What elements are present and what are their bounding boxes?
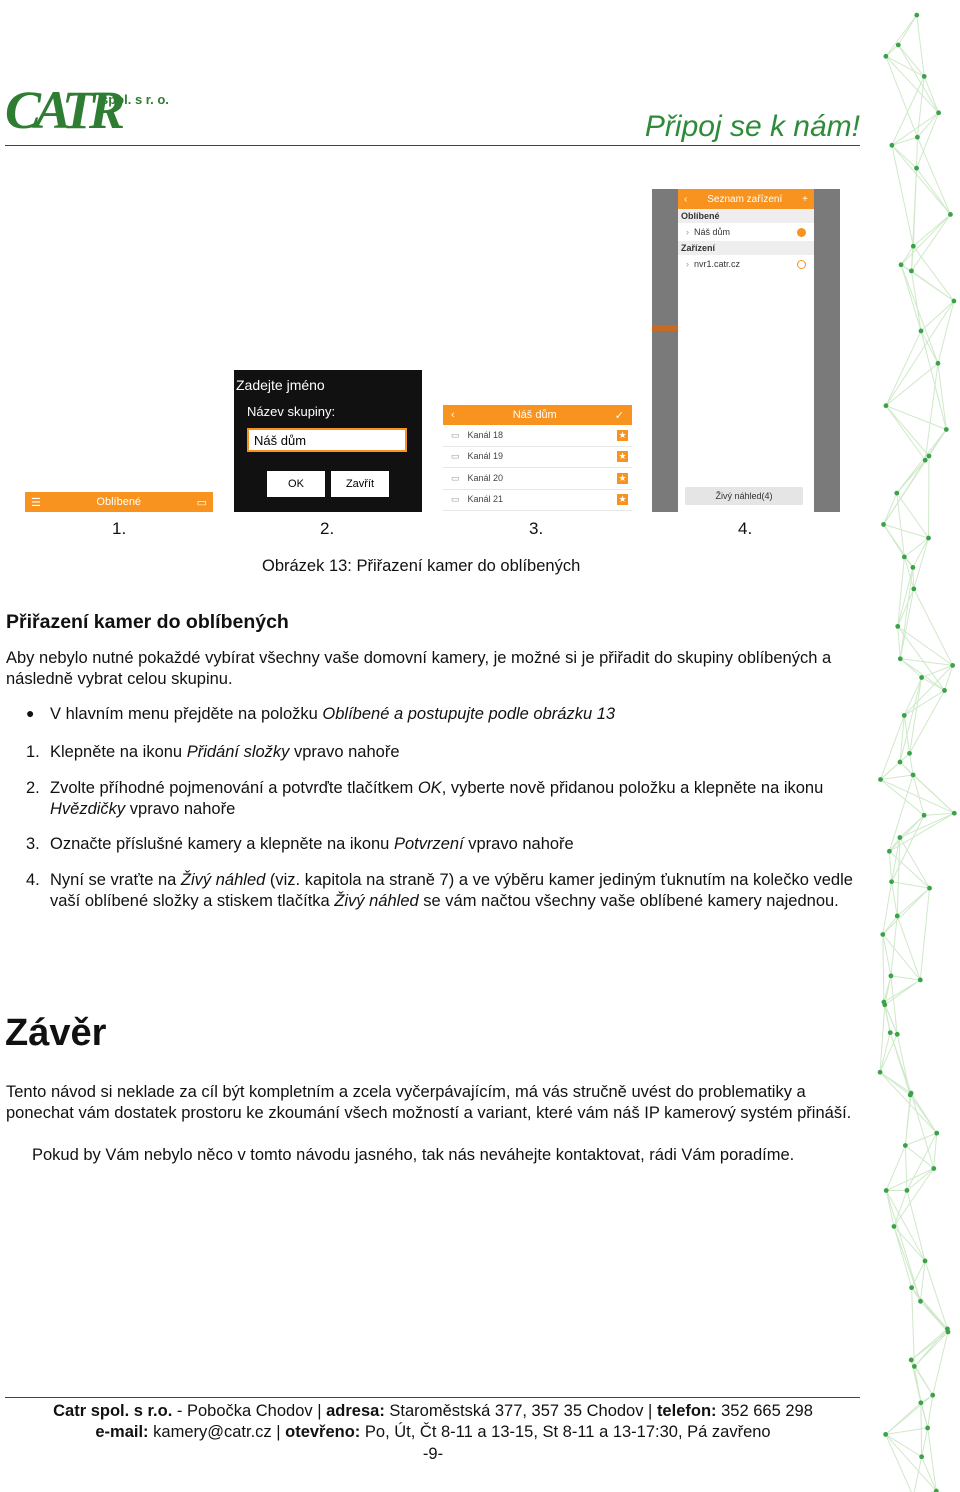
network-link bbox=[898, 45, 924, 76]
network-link bbox=[900, 815, 924, 837]
network-link bbox=[892, 145, 913, 246]
network-node bbox=[944, 427, 949, 432]
network-node bbox=[892, 1224, 897, 1229]
close-button-label: Zavřít bbox=[345, 478, 375, 490]
network-link bbox=[911, 1093, 934, 1168]
footer-line-1: Catr spol. s r.o. - Pobočka Chodov | adresa: Staroměstská 377, 357 35 Chodov | telefon: 352 665 298 bbox=[53, 1402, 813, 1420]
network-link bbox=[901, 265, 938, 364]
network-node bbox=[905, 1188, 910, 1193]
screen-title: Náš dům bbox=[512, 409, 557, 421]
network-link bbox=[905, 1145, 933, 1168]
network-node bbox=[918, 1400, 923, 1405]
network-link bbox=[922, 665, 953, 677]
network-link bbox=[900, 659, 921, 678]
network-node bbox=[907, 751, 912, 756]
network-link bbox=[885, 980, 920, 1005]
header-divider bbox=[5, 145, 860, 146]
network-link bbox=[914, 589, 953, 665]
network-link bbox=[883, 934, 891, 975]
network-node bbox=[919, 1454, 924, 1459]
camera-icon: ▭ bbox=[451, 472, 460, 483]
network-node bbox=[903, 1143, 908, 1148]
network-link bbox=[913, 775, 954, 813]
network-link bbox=[920, 1261, 925, 1301]
network-node bbox=[883, 1432, 888, 1437]
network-link bbox=[886, 331, 921, 406]
network-link bbox=[917, 76, 924, 137]
network-link bbox=[900, 838, 930, 889]
network-node bbox=[888, 1030, 893, 1035]
network-link bbox=[886, 56, 939, 112]
network-node bbox=[926, 536, 931, 541]
network-node bbox=[936, 110, 941, 115]
device-item: nvr1.catr.cz bbox=[694, 259, 741, 269]
network-node bbox=[923, 458, 928, 463]
network-link bbox=[904, 538, 928, 557]
section-heading: Přiřazení kamer do oblíbených bbox=[6, 611, 289, 633]
footer-divider bbox=[5, 1397, 860, 1398]
network-node bbox=[884, 1188, 889, 1193]
network-node bbox=[878, 1070, 883, 1075]
network-link bbox=[911, 1093, 937, 1133]
channel-row bbox=[443, 425, 632, 447]
network-node bbox=[889, 973, 894, 978]
network-link bbox=[884, 524, 913, 567]
section-devices: Zařízení bbox=[678, 241, 814, 255]
network-node bbox=[894, 491, 899, 496]
selected-radio-icon bbox=[797, 228, 806, 237]
network-link bbox=[894, 1226, 921, 1301]
network-link bbox=[912, 1288, 948, 1332]
network-node bbox=[887, 849, 892, 854]
logo-main-text: CATR bbox=[5, 80, 120, 140]
network-node bbox=[922, 813, 927, 818]
network-link bbox=[913, 538, 929, 567]
figure-number-4: 4. bbox=[738, 519, 753, 538]
network-link bbox=[905, 1145, 907, 1190]
network-node bbox=[911, 565, 916, 570]
conclusion-paragraph-1: Tento návod si neklade za cíl být kompletním a zcela vyčerpávajícím, má vás stručně uvést do problematiky a ponechat vám dostatek prostoru ke zkoumání všech možností a variant, které vám náš IP kamerový systém přináší. bbox=[6, 1083, 852, 1122]
network-link bbox=[921, 1403, 928, 1428]
network-node bbox=[948, 212, 953, 217]
network-node bbox=[895, 914, 900, 919]
network-node bbox=[918, 978, 923, 983]
network-node bbox=[918, 1299, 923, 1304]
page-number: -9- bbox=[422, 1445, 444, 1463]
network-link bbox=[892, 815, 924, 881]
network-node bbox=[902, 713, 907, 718]
network-link bbox=[900, 813, 954, 837]
network-link bbox=[922, 1428, 928, 1457]
confirm-icon: ✓ bbox=[614, 409, 624, 422]
network-node bbox=[912, 1364, 917, 1369]
network-node bbox=[889, 143, 894, 148]
network-link bbox=[883, 934, 920, 979]
network-node bbox=[931, 1166, 936, 1171]
network-link bbox=[938, 301, 954, 363]
network-node bbox=[909, 269, 914, 274]
network-node bbox=[880, 932, 885, 937]
network-link bbox=[886, 1434, 937, 1491]
conclusion-paragraph-2: Pokud by Vám nebylo něco v tomto návodu jasného, tak nás neváhejte kontaktovat, rádi Vám poradíme. bbox=[32, 1146, 795, 1164]
dialog-label: Název skupiny: bbox=[247, 404, 336, 419]
network-link bbox=[891, 976, 920, 980]
network-link bbox=[892, 882, 898, 916]
favorite-item: Náš dům bbox=[694, 227, 731, 237]
star-icon: ★ bbox=[618, 494, 627, 505]
network-link bbox=[880, 1072, 937, 1133]
footer-line-2: e-mail: kamery@catr.cz | otevřeno: Po, Út, Čt 8-11 a 13-15, St 8-11 a 13-17:30, Pá zavřeno bbox=[95, 1423, 771, 1441]
network-link bbox=[886, 56, 924, 76]
network-node bbox=[882, 1002, 887, 1007]
channel-label: Kanál 18 bbox=[467, 429, 504, 440]
camera-icon: ▭ bbox=[451, 451, 460, 462]
network-link bbox=[911, 271, 921, 331]
star-icon: ★ bbox=[618, 472, 627, 483]
network-link bbox=[884, 493, 897, 524]
network-link bbox=[917, 137, 918, 168]
step-3: 3. Označte příslušné kamery a klepněte na ikonu Potvrzení vpravo nahoře bbox=[26, 835, 574, 853]
group-name-input bbox=[247, 428, 407, 452]
network-node bbox=[927, 886, 932, 891]
network-link bbox=[892, 137, 918, 145]
network-link bbox=[898, 557, 905, 626]
network-link bbox=[901, 265, 954, 301]
network-node bbox=[919, 675, 924, 680]
group-name-value: Náš dům bbox=[254, 433, 307, 448]
step-4: 4. Nyní se vraťte na Živý náhled (viz. kapitola na straně 7) a ve výběru kamer jediným ťuknutím na kolečko vedle vaší oblíbené složky a stiskem tlačítka Živý náhled se vám načtou všechny vaše oblíbené kamery najednou. bbox=[26, 871, 853, 910]
live-view-label: Živý náhled(4) bbox=[715, 491, 773, 501]
conclusion-heading: Závěr bbox=[5, 1012, 107, 1054]
network-node bbox=[898, 760, 903, 765]
network-node bbox=[942, 688, 947, 693]
camera-icon: ▭ bbox=[451, 429, 460, 440]
network-node bbox=[897, 835, 902, 840]
network-node bbox=[898, 656, 903, 661]
ok-button bbox=[267, 471, 325, 497]
network-node bbox=[902, 554, 907, 559]
figure-number-3: 3. bbox=[529, 519, 544, 538]
network-node bbox=[934, 1131, 939, 1136]
network-link bbox=[901, 265, 921, 331]
network-node bbox=[909, 1091, 914, 1096]
section-favorites: Oblíbené bbox=[678, 209, 814, 223]
network-link bbox=[904, 715, 909, 753]
network-link bbox=[924, 76, 938, 112]
figure-number-2: 2. bbox=[320, 519, 335, 538]
network-link bbox=[886, 1191, 920, 1302]
network-node bbox=[881, 522, 886, 527]
add-icon: + bbox=[802, 193, 808, 205]
network-node bbox=[946, 1330, 951, 1335]
network-link bbox=[922, 678, 945, 691]
network-node bbox=[909, 1358, 914, 1363]
decorative-network-graphic bbox=[870, 0, 960, 1492]
live-view-button bbox=[685, 487, 803, 505]
figure-screenshot-3 bbox=[443, 405, 632, 512]
network-link bbox=[913, 1457, 921, 1492]
orange-strip bbox=[652, 325, 678, 331]
network-node bbox=[919, 329, 924, 334]
step-2: 2. Zvolte příhodné pojmenování a potvrďte tlačítkem OK, vyberte nově přidanou položku a klepněte na ikonu Hvězdičky vpravo nahoře bbox=[26, 779, 824, 818]
back-icon: ‹ bbox=[451, 409, 455, 421]
device-list-panel: ‹ Seznam zařízení + Oblíbené › Náš dům Zařízení › nvr1.catr.cz bbox=[678, 189, 814, 512]
network-link bbox=[914, 1332, 948, 1366]
network-link bbox=[912, 1288, 915, 1367]
network-node bbox=[883, 54, 888, 59]
figure-screenshot-4 bbox=[652, 189, 840, 512]
close-button bbox=[331, 471, 389, 497]
screen-title: Oblíbené bbox=[96, 496, 142, 508]
network-node bbox=[936, 361, 941, 366]
network-node bbox=[915, 135, 920, 140]
network-node bbox=[909, 1285, 914, 1290]
channel-label: Kanál 19 bbox=[467, 451, 504, 462]
network-link bbox=[897, 429, 947, 493]
star-icon: ★ bbox=[618, 429, 627, 440]
network-link bbox=[883, 934, 884, 1002]
network-link bbox=[912, 1261, 925, 1288]
network-link bbox=[905, 1133, 936, 1145]
network-link bbox=[886, 363, 938, 405]
network-node bbox=[895, 624, 900, 629]
figure-screenshot-2 bbox=[234, 370, 422, 512]
star-icon: ★ bbox=[618, 451, 627, 462]
network-link bbox=[900, 589, 914, 659]
network-link bbox=[914, 538, 929, 589]
network-node bbox=[884, 403, 889, 408]
ok-button-label: OK bbox=[288, 478, 304, 490]
network-node bbox=[896, 43, 901, 48]
channel-row bbox=[443, 490, 632, 512]
network-link bbox=[884, 456, 929, 524]
network-link bbox=[898, 626, 901, 658]
network-node bbox=[950, 663, 955, 668]
figure-screenshot-1 bbox=[25, 492, 213, 512]
network-link bbox=[886, 301, 954, 406]
network-node bbox=[899, 262, 904, 267]
network-node bbox=[889, 879, 894, 884]
step-1: 1. Klepněte na ikonu Přidání složky vpravo nahoře bbox=[26, 743, 400, 761]
add-folder-icon: ▭ bbox=[196, 496, 207, 509]
back-icon: ‹ bbox=[684, 193, 688, 205]
company-logo bbox=[5, 78, 175, 144]
network-link bbox=[938, 363, 946, 429]
network-link bbox=[886, 406, 929, 456]
network-link bbox=[886, 1145, 905, 1190]
screen-title: Seznam zařízení bbox=[707, 193, 783, 205]
network-node bbox=[952, 811, 957, 816]
network-link bbox=[884, 524, 929, 538]
camera-icon: ▭ bbox=[451, 494, 460, 505]
channel-row bbox=[443, 447, 632, 469]
figure-caption: Obrázek 13: Přiřazení kamer do oblíbených bbox=[262, 557, 581, 575]
network-link bbox=[921, 1403, 922, 1457]
section-intro: Aby nebylo nutné pokaždé vybírat všechny vaše domovní kamery, je možné si je přiřadit do skupiny oblíbených a následně vybrat celou skupinu. bbox=[6, 649, 832, 688]
network-link bbox=[897, 916, 920, 980]
network-link bbox=[920, 888, 929, 980]
network-node bbox=[878, 777, 883, 782]
network-node bbox=[911, 587, 916, 592]
network-node bbox=[911, 773, 916, 778]
network-link bbox=[928, 1395, 933, 1428]
network-node bbox=[930, 1393, 935, 1398]
network-link bbox=[900, 678, 922, 763]
network-node bbox=[925, 1426, 930, 1431]
network-node bbox=[914, 13, 919, 18]
network-node bbox=[952, 299, 957, 304]
bullet-item: ● V hlavním menu přejděte na položku Oblíbené a postupujte podle obrázku 13 bbox=[26, 705, 616, 723]
network-node bbox=[911, 244, 916, 249]
network-link bbox=[913, 246, 954, 301]
logo-sub-text: spol. s r. o. bbox=[101, 92, 169, 107]
header-tagline: Připoj se k nám! bbox=[644, 110, 860, 143]
network-node bbox=[922, 74, 927, 79]
network-node bbox=[895, 1032, 900, 1037]
network-node bbox=[923, 1259, 928, 1264]
network-link bbox=[885, 1005, 890, 1033]
radio-icon bbox=[797, 260, 806, 269]
figure-number-1: 1. bbox=[112, 519, 127, 538]
network-link bbox=[886, 45, 898, 56]
channel-label: Kanál 21 bbox=[467, 494, 504, 505]
network-link bbox=[889, 851, 891, 881]
network-node bbox=[927, 454, 932, 459]
network-link bbox=[881, 715, 905, 779]
network-link bbox=[881, 779, 955, 813]
dialog-title: Zadejte jméno bbox=[236, 377, 325, 393]
bullet-dot: ● bbox=[26, 705, 35, 721]
menu-icon: ☰ bbox=[31, 496, 41, 509]
network-link bbox=[917, 15, 924, 76]
network-link bbox=[890, 1033, 911, 1094]
channel-label: Kanál 20 bbox=[467, 472, 504, 483]
network-node bbox=[914, 166, 919, 171]
channel-row bbox=[443, 468, 632, 490]
